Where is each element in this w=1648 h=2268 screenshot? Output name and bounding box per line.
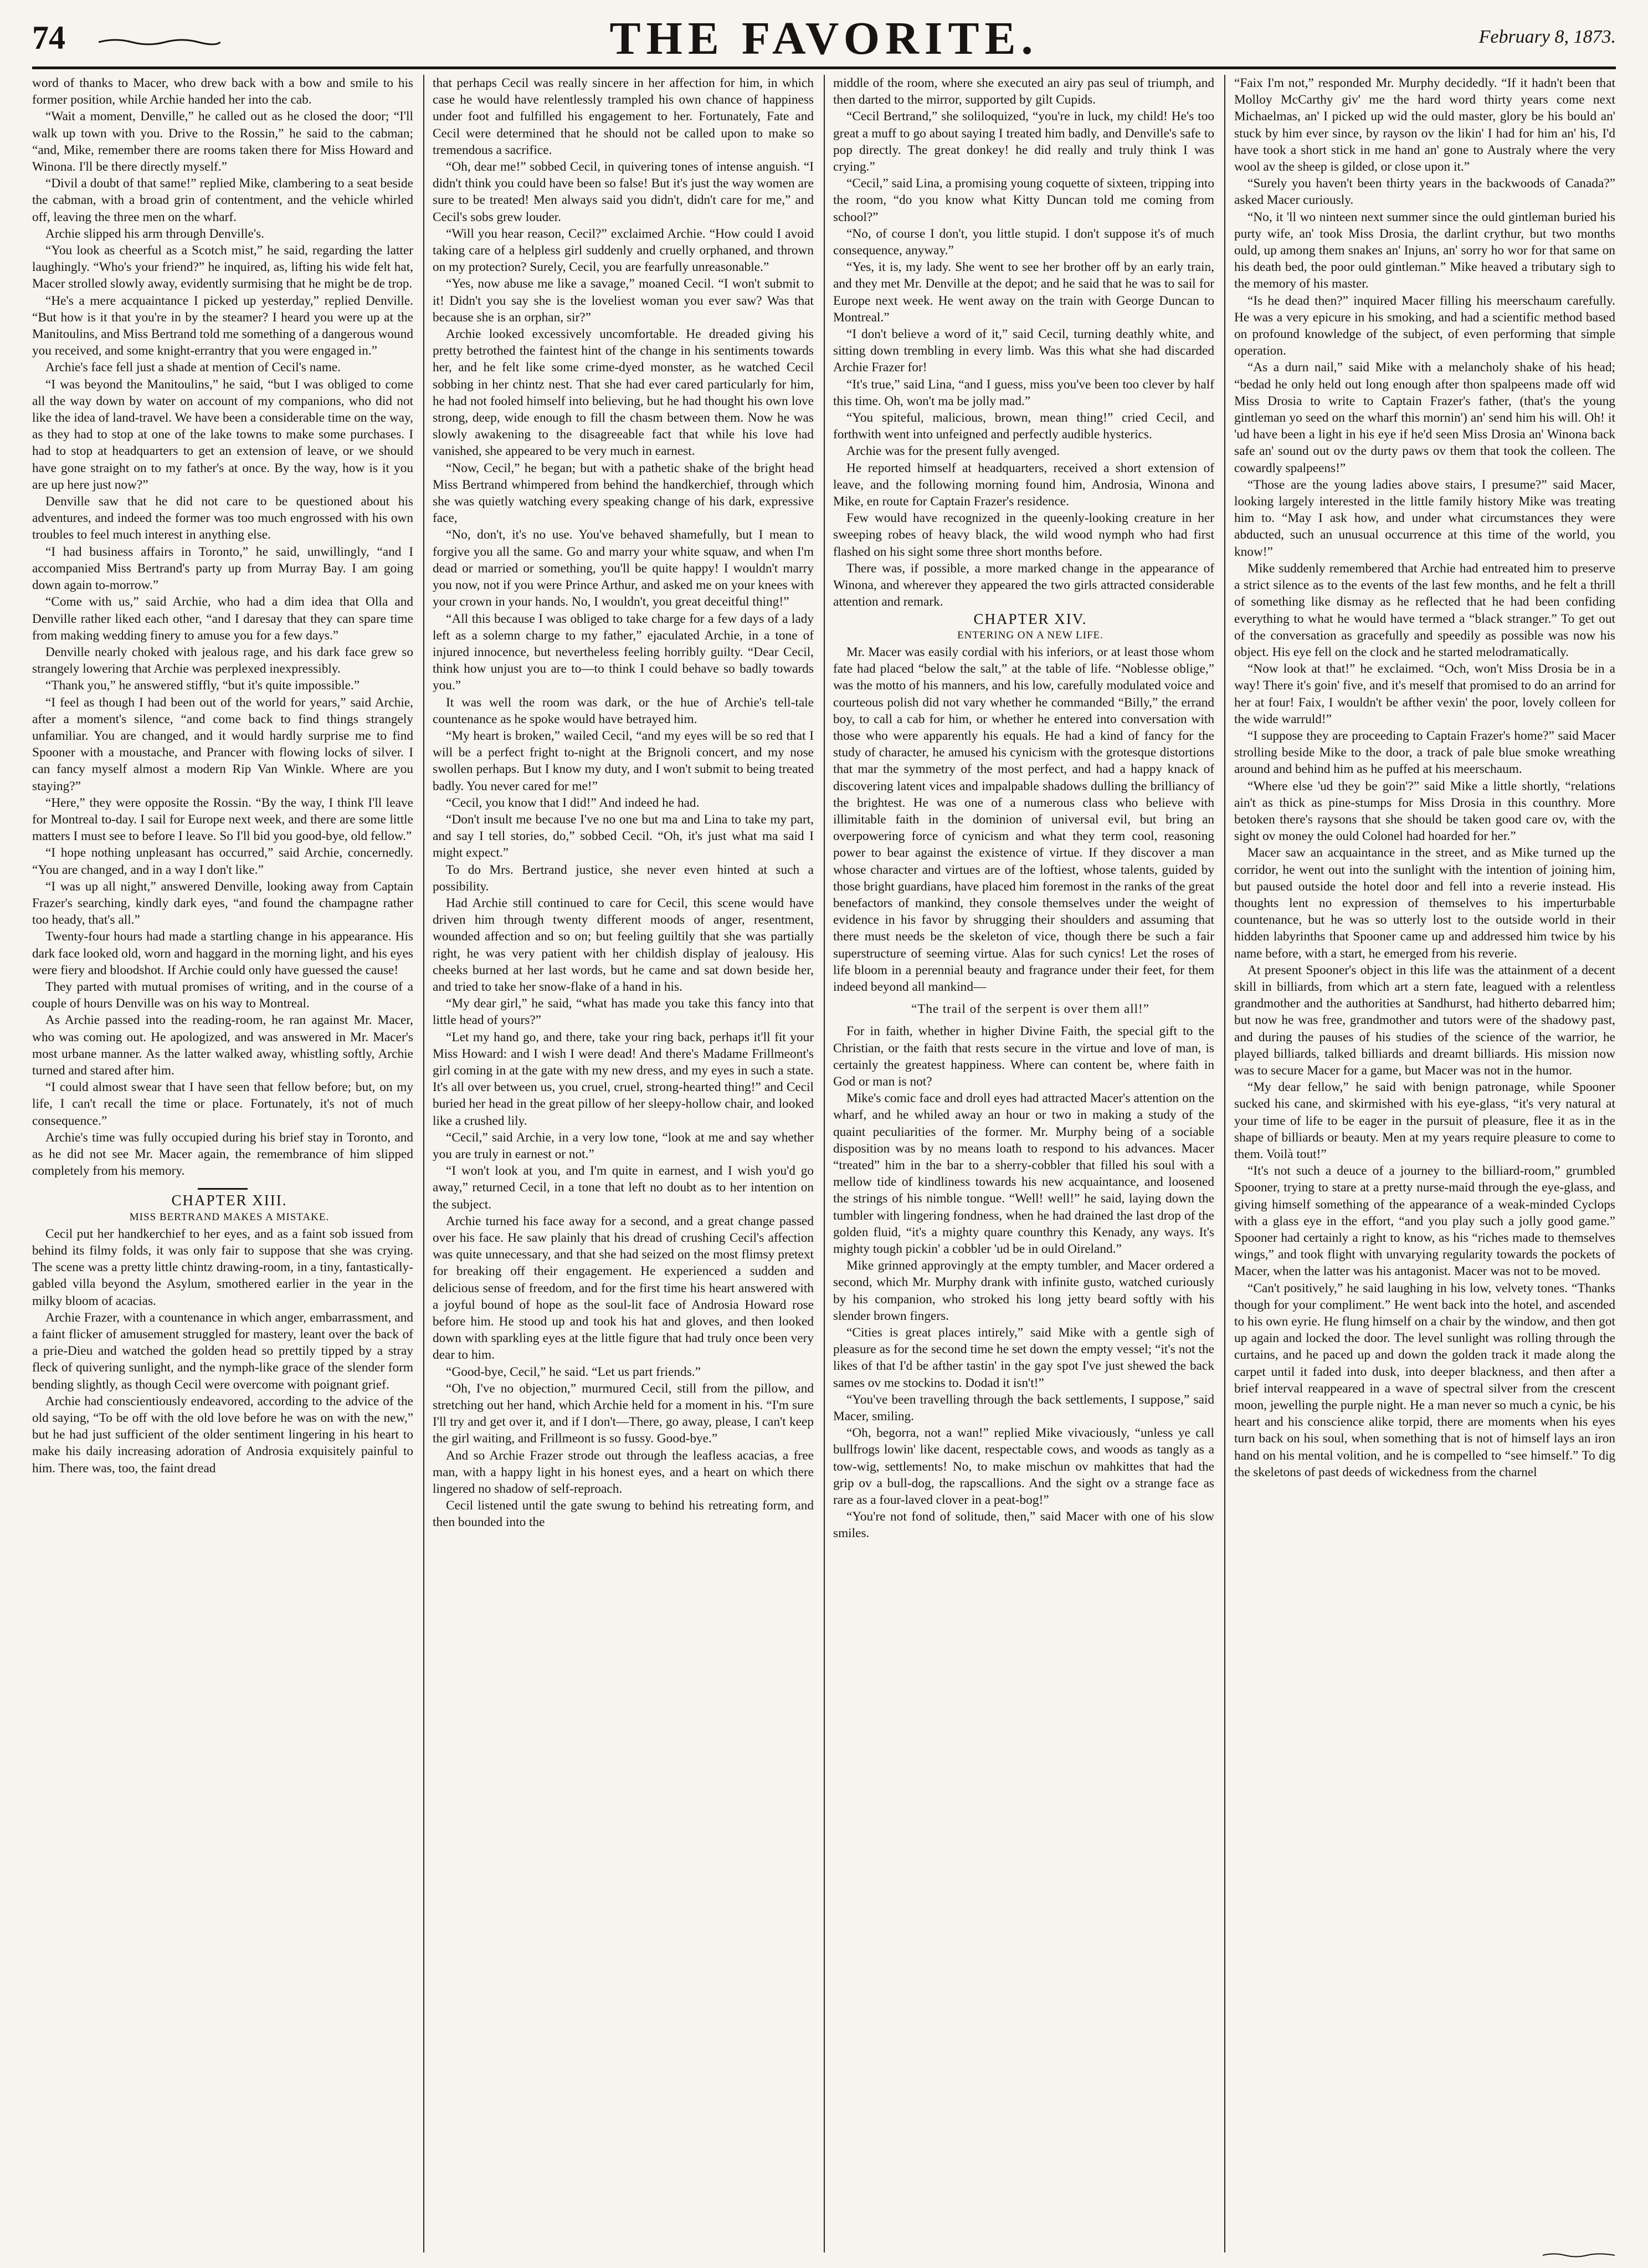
page-number: 74 <box>32 19 65 56</box>
paragraph: “I suppose they are proceeding to Captain Frazer's home?” said Macer strolling beside Mike to the door, a track of pale blue smoke wreathing around and behind him as he puffed at his meerschaum. <box>1234 728 1615 777</box>
paragraph: “Cecil,” said Archie, in a very low tone, “look at me and say whether you are truly in earnest or not.” <box>433 1130 814 1161</box>
footer-flourish-ornament <box>1543 2252 1615 2258</box>
paragraph: “You're not fond of solitude, then,” said Macer with one of his slow smiles. <box>833 1509 1214 1541</box>
paragraph: “My dear girl,” he said, “what has made you take this fancy into that little head of yours?” <box>433 996 814 1028</box>
paragraph: “You look as cheerful as a Scotch mist,” he said, regarding the latter laughingly. “Who's your friend?” he inquired, as, lifting his wide felt hat, Macer strolled slowly away, evidently surmising that he might be de trop. <box>32 243 413 291</box>
paragraph: “My dear fellow,” he said with benign patronage, while Spooner sucked his cane, and skirmished with his eye-glass, “it's very natural at your time of life to be eager in the pursuit of pleasure, flee it as in the shape of billiards or beauty. Men at my years require pleasure to come to them. Voilà tout!” <box>1234 1080 1615 1161</box>
paragraph: Twenty-four hours had made a startling change in his appearance. His dark face looked old, worn and haggard in the morning light, and his eyes were fiery and bloodshot. If Archie could only have guessed the cause! <box>32 929 413 977</box>
paragraph: “You spiteful, malicious, brown, mean thing!” cried Cecil, and forthwith went into unfeigned and perfectly audible hysterics. <box>833 411 1214 442</box>
paragraph: Cecil listened until the gate swung to behind his retreating form, and then bounded into the <box>433 1498 814 1530</box>
paragraph: “No, of course I don't, you little stupid. I don't suppose it's of much consequence, anyway.” <box>833 226 1214 258</box>
paragraph: Archie turned his face away for a second, and a great change passed over his face. He saw plainly that his dread of crushing Cecil's affection was quite unnecessary, and that she had seized on the most flimsy pretext for breaking off their engagement. He experienced a sudden and delicious sense of freedom, and for the first time his heart answered with a joyful bound of hope as the soul-lit face of Androsia Howard rose before him. He stood up and took his hat and gloves, and then looked down with sparkling eyes at the little figure that had truly once been very dear to him. <box>433 1214 814 1363</box>
paragraph: “Yes, now abuse me like a savage,” moaned Cecil. “I won't submit to it! Didn't you say she is the loveliest woman you ever saw? Was that because she is an orphan, sir?” <box>433 277 814 325</box>
paragraph: At present Spooner's object in this life was the attainment of a decent skill in billiards, from which art a stern fate, leagued with a relentless grandmother and the authorities at Sandhurst, had hitherto debarred him; but now he was free, grandmother and tutors were of the shadowy past, and during the pauses of his studies of the science of the warrior, he played billiards, talked billiards and dreamt billiards. His mission now was to secure Macer for a game, but Macer was not in the humor. <box>1234 963 1615 1078</box>
paragraph: Archie's face fell just a shade at mention of Cecil's name. <box>45 360 341 375</box>
paragraph: Had Archie still continued to care for Cecil, this scene would have driven him through twenty different moods of anger, resentment, wounded affection and so on; but feeling guiltily that she was partially right, he was very patient with her childish display of jealousy. His cheeks burned at her last words, but he came and sat down beside her, and tried to take her snow-flake of a hand in his. <box>433 895 814 994</box>
paragraph: “Don't insult me because I've no one but ma and Lina to take my part, and say I tell stories, do,” sobbed Cecil. “Oh, it's just what ma said I might expect.” <box>433 812 814 861</box>
header-rule <box>32 66 1616 69</box>
paragraph: “Oh, I've no objection,” murmured Cecil, still from the pillow, and stretching out her hand, which Archie held for a moment in his. “I'm sure I'll try and get over it, and if I don't—There, go away, please, I can't keep the girl waiting, and Frillmeont is so fussy. Good-bye.” <box>433 1381 814 1446</box>
paragraph: “Cities is great places intirely,” said Mike with a gentle sigh of pleasure as for the second time he set down the empty vessel; “it's not the likes of that I'd be afther tastin' in the gay spot I've just shewed the back sames ov me stockins to. Dodad it isn't!” <box>833 1325 1214 1390</box>
paragraph: “Come with us,” said Archie, who had a dim idea that Olla and Denville rather liked each other, “and I daresay that they can spare time from making wedding finery to amuse you for a few days.” <box>32 595 413 643</box>
column-rule <box>824 75 825 2252</box>
paragraph: “I feel as though I had been out of the world for years,” said Archie, after a moment's silence, “and come back to find things strangely unfamiliar. You are changed, and it would hardly surprise me to find Spooner with a moustache, and Prancer with flowing locks of silver. I can fancy myself almost a modern Rip Van Winkle. Where are you staying?” <box>32 695 413 793</box>
paragraph: Mike's comic face and droll eyes had attracted Macer's attention on the wharf, and he whiled away an hour or two in making a study of the quaint peculiarities of the former. Mr. Murphy being of a sociable disposition was by no means loath to respond to his advances. Macer “treated” him in the bar to a sherry-cobbler that filled his soul with a mellow tide of kindliness towards his new acquaintance, and loosened the strings of his nimble tongue. “Well! well!” he said, laying down the tumbler with lingering fondness, when he had drained the last drop of the golden fluid, “it's a mighty quare counthry this Kenady, any ways. It's mighty tough pickin' a cobbler 'ud be in ould Oireland.” <box>833 1091 1214 1257</box>
column-2 <box>433 75 814 2252</box>
paragraph: “Surely you haven't been thirty years in the backwoods of Canada?” asked Macer curiously. <box>1234 176 1615 208</box>
column-4 <box>1234 75 1615 2252</box>
paragraph: Archie slipped his arm through Denville's. <box>45 226 264 241</box>
paragraph: “As a durn nail,” said Mike with a melancholy shake of his head; “bedad he only held out long enough after thon spalpeens made off wid Miss Drosia to write to Captain Frazer's father, (that's the young gintleman yo seed on the wharf this mornin') an' send him his will. Oh! it 'ud have been a light in his eye if he'd seen Miss Drosia an' Winona back safe an' sound out ov the durty paws ov them that took the colleen. The cowardly spalpeens!” <box>1234 360 1615 475</box>
paragraph: “Oh, begorra, not a wan!” replied Mike vivaciously, “unless ye call bullfrogs lowin' like dacent, respectable cows, and woods as tangly as a tow-wig, settlements! No, to make mischun ov mahkittes that had the grip ov a bull-dog, the rapscallions. And the sight ov a strange face as rare as a four-laved clover in a peat-bog!” <box>833 1426 1214 1508</box>
paragraph: They parted with mutual promises of writing, and in the course of a couple of hours Denville was on his way to Montreal. <box>32 979 413 1011</box>
paragraph: To do Mrs. Bertrand justice, she never even hinted at such a possibility. <box>433 862 814 894</box>
page-header <box>32 12 1616 65</box>
pull-quote: “The trail of the serpent is over them all!” <box>911 1002 1149 1016</box>
paragraph: “Will you hear reason, Cecil?” exclaimed Archie. “How could I avoid taking care of a helpless girl suddenly and cruelly orphaned, and thrown on my protection? Surely, Cecil, you are fearfully unreasonable.” <box>433 226 814 275</box>
issue-date: February 8, 1873. <box>1478 27 1616 47</box>
paragraph: “I won't look at you, and I'm quite in earnest, and I wish you'd go away,” returned Cecil, in a tone that left no doubt as to her intention on the subject. <box>433 1164 814 1212</box>
chapter-subtitle: ENTERING ON A NEW LIFE. <box>957 629 1103 641</box>
paragraph: that perhaps Cecil was really sincere in her affection for him, in which case he would have relentlessly trampled his own chance of happiness under foot and fulfilled his engagement to her. Fortunately, Fate and Cecil were determined that he should not be called upon to make so tremendous a sacrifice. <box>433 76 814 157</box>
paragraph: “I hope nothing unpleasant has occurred,” said Archie, concernedly. “You are changed, and in a way I don't like.” <box>32 846 413 877</box>
paragraph: “Oh, dear me!” sobbed Cecil, in quivering tones of intense anguish. “I didn't think you could have been so false! But it's just the way women are sure to be treated! Men always said you didn't, didn't care for me,” and Cecil's sobs grew louder. <box>433 160 814 224</box>
paragraph: “Can't positively,” he said laughing in his low, velvety tones. “Thanks though for your compliment.” He went back into the hotel, and ascended to his own eyrie. He flung himself on a chair by the window, and then got up again and locked the door. The level sunlight was rolling through the curtains, and he paced up and down the golden track it made along the carpet until it faded into dusk, into deeper blackness, and then after a brief interval reappeared in a wave of spectral silver from the crescent moon, jewelling the purple night. He a man never so much a cynic, be his heart and his conscience alike torpid, there are moments when his eyes turn back on his soul, when something that is not of himself lays an iron hand on his mental volition, and he is compelled to “see himself.” To dig the skeletons of past deeds of wickedness from the charnel <box>1234 1281 1615 1479</box>
paragraph: Archie had conscientiously endeavored, according to the advice of the old saying, “To be off with the old love before he was on with the new,” but he had just sufficient of the older sentiment lingering in his heart to make his daily increasing adoration of Androsia exquisitely painful to him. There was, too, the faint dread <box>32 1394 413 1476</box>
paragraph: There was, if possible, a more marked change in the appearance of Winona, and wherever they appeared the two girls attracted considerable attention and remark. <box>833 561 1214 610</box>
paragraph: “He's a mere acquaintance I picked up yesterday,” replied Denville. “But how is it that you're in by the steamer? I heard you were up at the Manitoulins, and Miss Bertrand told me something of a dangerous wound you received, and some knight-errantry that you were engaged in.” <box>32 293 413 359</box>
paragraph: “Here,” they were opposite the Rossin. “By the way, I think I'll leave for Montreal to-day. I sail for Europe next week, and there are some little matters I must see to before I leave. So I'll bid you good-bye, old fellow.” <box>32 795 413 844</box>
paragraph: Archie Frazer, with a countenance in which anger, embarrassment, and a faint flicker of amusement struggled for mastery, leant over the back of a prie-Dieu and watched the golden head so prettily tipped by a stray fleck of quivering sunlight, and the nymph-like grace of the slender form bending slightly, as though Cecil were overcome with poignant grief. <box>32 1310 413 1392</box>
article-columns <box>32 75 1615 2252</box>
chapter-heading: CHAPTER XIV. <box>973 610 1087 627</box>
paragraph: “Thank you,” he answered stiffly, “but it's quite impossible.” <box>45 678 360 693</box>
paragraph: “My heart is broken,” wailed Cecil, “and my eyes will be so red that I will be a perfect fright to-night at the Brignoli concert, and my nose swollen perhaps. But I know my duty, and I won't submit to being treated badly. You never cared for me!” <box>433 728 814 793</box>
paragraph: middle of the room, where she executed an airy pas seul of triumph, and then darted to the mirror, supported by gilt Cupids. <box>833 76 1214 107</box>
paragraph: “You've been travelling through the back settlements, I suppose,” said Macer, smiling. <box>833 1392 1214 1424</box>
paragraph: “Cecil Bertrand,” she soliloquized, “you're in luck, my child! He's too great a muff to go about saying I treated him badly, and Denville's safe to pop directly. The great donkey! he did really and truly think I was crying.” <box>833 109 1214 175</box>
paragraph: “Is he dead then?” inquired Macer filling his meerschaum carefully. He was a very epicure in his smoking, and had a scientific method based on profound knowledge of the subject, of even performing that simple operation. <box>1234 293 1615 359</box>
chapter-heading: CHAPTER XIII. <box>171 1192 287 1209</box>
column-1 <box>32 75 413 2252</box>
chapter-subtitle: MISS BERTRAND MAKES A MISTAKE. <box>129 1211 330 1223</box>
paragraph: “Now look at that!” he exclaimed. “Och, won't Miss Drosia be in a way! There it's goin' five, and it's meself that promised to do an arrind for her at four! Faix, I wouldn't be afther vexin' the poor, lovely colleen for the wide warruld!” <box>1234 662 1615 726</box>
paragraph: Macer saw an acquaintance in the street, and as Mike turned up the corridor, he went out into the sunlight with the intention of joining him, but paused outside the hotel door and fell into a reverie instead. His thoughts lent no expression of themselves to his imperturbable countenance, but he was so utterly lost to the outside world in their hidden labyrinths that Spooner came up and addressed him twice by his name before, with a start, he emerged from his reverie. <box>1234 846 1615 961</box>
paragraph: “Let my hand go, and there, take your ring back, perhaps it'll fit your Miss Howard: and I wish I were dead! And there's Madame Frillmeont's girl coming in at the gate with my new dress, and my eyes in such a state. It's all over between us, you cruel, cruel, strong-hearted thing!” and Cecil buried her head in the great pillow of her sleepy-hollow chair, and looked like a crushed lily. <box>433 1030 814 1128</box>
paragraph: Mike suddenly remembered that Archie had entreated him to preserve a strict silence as to the events of the last few months, and he felt a thrill of something like dismay as he reflected that he had been confiding everything to what he would have termed a “black stranger.” To get out of the conversation as gracefully and speedily as possible was now his object. His eye fell on the clock and he started melodramatically. <box>1234 561 1615 659</box>
column-rule <box>1224 75 1225 2252</box>
section-separator <box>198 1188 248 1190</box>
paragraph: And so Archie Frazer strode out through the leafless acacias, a free man, with a happy light in his honest eyes, and a heart on which there lingered no shadow of self-reproach. <box>433 1448 814 1497</box>
paragraph: It was well the room was dark, or the hue of Archie's tell-tale countenance as he spoke would have betrayed him. <box>433 695 814 726</box>
column-3 <box>833 75 1214 2252</box>
paragraph: Cecil put her handkerchief to her eyes, and as a faint sob issued from behind its filmy folds, it was only fair to suppose that she was crying. The scene was a pretty little chintz drawing-room, in a tiny, fantastically-gabled villa beyond the Asylum, smothered earlier in the year in the milky bloom of acacias. <box>32 1226 413 1308</box>
paragraph: Few would have recognized in the queenly-looking creature in her sweeping robes of heavy black, the wild wood nymph who had first flashed on his sight some three short months before. <box>833 511 1214 559</box>
paragraph: Denville nearly choked with jealous rage, and his dark face grew so strangely lowering that Archie was perplexed inexpressibly. <box>32 644 413 677</box>
paragraph: “I had business affairs in Toronto,” he said, unwillingly, “and I accompanied Miss Bertrand's party up from Murray Bay. I am going down again to-morrow.” <box>32 544 413 593</box>
paragraph: “Where else 'ud they be goin'?” said Mike a little shortly, “relations ain't as thick as pine-stumps for Miss Drosia in this counthry. More betoken there's raysons that she should be taken good care ov, with the sight ov money the ould Colonel had hoarded for her.” <box>1234 779 1615 844</box>
paragraph: For in faith, whether in higher Divine Faith, the special gift to the Christian, or the faith that rests secure in the virtue and love of man, is certainly the greatest happiness. Where can content be, where faith in God or man is not? <box>833 1024 1214 1089</box>
paragraph: “Cecil, you know that I did!” And indeed he had. <box>446 795 700 810</box>
paragraph: Denville saw that he did not care to be questioned about his adventures, and indeed the former was too much engrossed with his own troubles to feel much interest in anything else. <box>32 494 413 542</box>
paragraph: Mike grinned approvingly at the empty tumbler, and Macer ordered a second, which Mr. Murphy drank with infinite gusto, watched curiously by his companion, who stroked his long jetty beard softly with his slender brown fingers. <box>833 1258 1214 1323</box>
paragraph: “Those are the young ladies above stairs, I presume?” said Macer, looking largely interested in the little family history Mike was treating him to. “May I ask how, and under what circumstances they were abducted, such an unusual occurrence at this time of the world, you know!” <box>1234 477 1615 559</box>
paragraph: “It's true,” said Lina, “and I guess, miss you've been too clever by half this time. Oh, won't ma be jolly mad.” <box>833 377 1214 408</box>
column-rule <box>423 75 424 2252</box>
paragraph: “Now, Cecil,” he began; but with a pathetic shake of the bright head Miss Bertrand whimpered from behind the handkerchief, through which she was quietly watching every speaking change of his dark, expressive face, <box>433 460 814 526</box>
paragraph: “I was up all night,” answered Denville, looking away from Captain Frazer's searching, kindly dark eyes, “and found the champagne rather too heady, that's all.” <box>32 879 413 928</box>
paragraph: “It's not such a deuce of a journey to the billiard-room,” grumbled Spooner, trying to stare at a pretty nurse-maid through the eye-glass, and giving himself something of the appearance of a weak-minded Cyclops with a glass eye in the effort, “and you play such a jolly good game.” Spooner had certainly a right to know, as his “riches made to themselves wings,” and took flight with unvarying regularity towards the pockets of Macer, when the latter was his antagonist. Macer was not to be moved. <box>1234 1164 1615 1279</box>
paragraph: Mr. Macer was easily cordial with his inferiors, or at least those whom fate had placed “below the salt,” at the table of life. “Noblesse oblige,” was the motto of his manners, and his low, carefully modulated voice and courteous polish did not vary whether he commanded “Billy,” the errand boy, to call a cab for him, or whether he entered into conversation with those who were apparently his equals. He had a kind of fancy for the study of character, he amused his cynicism with the grotesque distortions that mar the symmetry of the most perfect, and had a happy knack of discovering latent vices and impalpable shadows dulling the brilliancy of the brightest. He was one of a numerous class who believe with illimitable faith in the dominion of universal evil, but bring an overpowering force of cynicism and what they term cool, reasoning power to bear against the existence of virtue. If they discover a man whose character and virtues are of the loftiest, whose talents, guided by those bright guardians, have placed him foremost in the ranks of the great benefactors of mankind, they console themselves under the weight of evidence in his favor by shrugging their shoulders and assuming that there must needs be the skeleton of vice, though there be such a fair superstructure of seeming virtue. Alas for such cynics! Let the roses of life bloom in a perennial beauty and fragrance under their feet, for them indeed beyond all mankind— <box>833 644 1214 994</box>
paragraph: word of thanks to Macer, who drew back with a bow and smile to his former position, while Archie handed her into the cab. <box>32 76 413 107</box>
paragraph: “Yes, it is, my lady. She went to see her brother off by an early train, and they met Mr. Denville at the depot; and he said that he was to sail for Europe next week. He went away on the train with George Duncan to Montreal.” <box>833 260 1214 325</box>
masthead-title: THE FAVORITE. <box>609 13 1039 64</box>
paragraph: “I was beyond the Manitoulins,” he said, “but I was obliged to come all the way down by water on account of my companions, who did not like the idea of land-travel. We have been a considerable time on the way, as they had to stop at one of the lake towns to make some purchases. I had to stop at headquarters to get an extension of leave, or we should have gone straight on to my father's at once. By the way, how is it you are up here just now?” <box>32 377 413 492</box>
paragraph: “No, it 'll wo ninteen next summer since the ould gintleman buried his purty wife, an' took Miss Drosia, the darlint crythur, but two months ould, up among them snakes an' Injuns, an' sorry ho wor for that same on his death bed, the poor ould gintleman.” Mike heaved a tributary sigh to the memory of his master. <box>1234 209 1615 291</box>
paragraph: “Divil a doubt of that same!” replied Mike, clambering to a seat beside the cabman, with a broad grin of contentment, and the vehicle whirled off, leaving the three men on the wharf. <box>32 176 413 224</box>
paragraph: Archie's time was fully occupied during his brief stay in Toronto, and as he did not see Mr. Macer again, the remembrance of him slipped completely from his memory. <box>32 1130 413 1179</box>
paragraph: Archie looked excessively uncomfortable. He dreaded giving his pretty betrothed the faintest hint of the change in his sentiments towards her, and he felt like some crime-dyed monster, as he watched Cecil sobbing in her chintz nest. That she had ever cared particularly for him, he had not fooled himself into believing, but he had thought his own love strong, deep, wide enough to fill the chasm between them. Now he was slowly awakening to the disagreeable fact that while his love had vanished, she appeared to be very much in earnest. <box>433 327 814 459</box>
paragraph: Archie was for the present fully avenged. <box>846 444 1060 459</box>
paragraph: “Cecil,” said Lina, a promising young coquette of sixteen, tripping into the room, “do you know what Kitty Duncan told me coming from school?” <box>833 176 1214 224</box>
paragraph: “I could almost swear that I have seen that fellow before; but, on my life, I can't recall the time or place. Fortunately, it's not of much consequence.” <box>32 1080 413 1128</box>
paragraph: “All this because I was obliged to take charge for a few days of a lady left as a solemn charge to my father,” ejaculated Archie, in a tone of injured innocence, but nevertheless feeling horribly guilty. “Dear Cecil, think how unjust you are to—to think I could behave so badly towards you.” <box>433 611 814 693</box>
paragraph: “Good-bye, Cecil,” he said. “Let us part friends.” <box>446 1364 701 1379</box>
paragraph: As Archie passed into the reading-room, he ran against Mr. Macer, who was coming out. He apologized, and was answered in Mr. Macer's most urbane manner. As the latter walked away, whistling softly, Archie turned and stared after him. <box>32 1013 413 1078</box>
paragraph: “I don't believe a word of it,” said Cecil, turning deathly white, and sitting down trembling in every limb. Was this what she had discarded Archie Frazer for! <box>833 327 1214 375</box>
paragraph: “Faix I'm not,” responded Mr. Murphy decidedly. “If it hadn't been that Molloy McCarthy giv' me the hard word thirty years come next Michaelmas, an' I picked up wid the ould master, glory be his bould an' stuck by him ever since, by rayson ov the likin' I had for him an' his, I'd have took a short stick in me hand an' gone to Australy where the very wool av the sheep is gilded, or close upon it.” <box>1234 76 1615 175</box>
paragraph: “No, don't, it's no use. You've behaved shamefully, but I mean to forgive you all the same. Go and marry your white squaw, and when I'm dead or married or something, you'll be quite happy! I wouldn't marry you now, not if you were Prince Arthur, and asked me on your knees with your crown in your hands. No, I wouldn't, you great deceitful thing!” <box>433 528 814 610</box>
paragraph: “Wait a moment, Denville,” he called out as he closed the door; “I'll walk up town with you. Drive to the Rossin,” he said to the cabman; “and, Mike, remember there are rooms taken there for Miss Howard and Winona. I'll be there directly myself.” <box>32 109 413 175</box>
paragraph: He reported himself at headquarters, received a short extension of leave, and the following morning found him, Androsia, Winona and Mike, en route for Captain Frazer's residence. <box>833 460 1214 509</box>
